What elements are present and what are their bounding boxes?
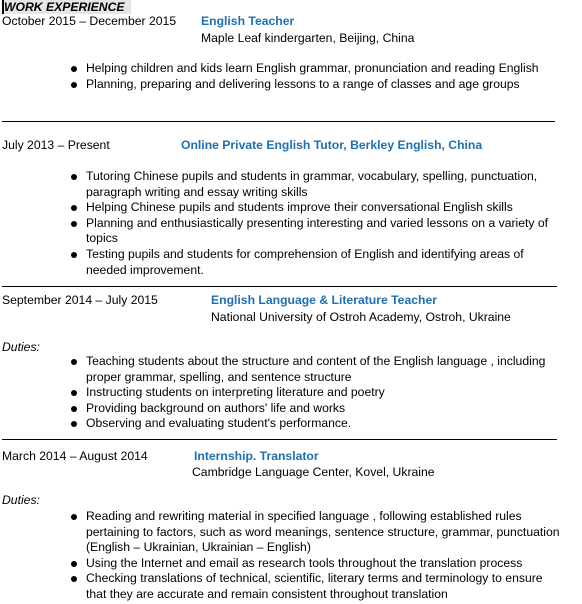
list-item: Using the Internet and email as research tools throughout the translation process [70,556,560,572]
list-item: Reading and rewriting material in specified language , following established rules pertaining to factors, such as word meanings, sentence structure, grammar, punctuation (English – Ukrainian, Ukrainian – English) [70,509,560,556]
section-divider [2,121,555,122]
section-divider [2,286,557,287]
duties-label: Duties: [2,493,40,507]
list-item: Planning, preparing and delivering lessons to a range of classes and age groups [70,77,560,93]
job-date: September 2014 – July 2015 [2,293,158,307]
job-role: Online Private English Tutor, Berkley English, China [181,138,483,152]
job-duties-list [70,509,560,603]
job-organization: National University of Ostroh Academy, Ostroh, Ukraine [211,310,511,324]
list-item: Helping Chinese pupils and students improve their conversational English skills [70,200,560,216]
list-item: Testing pupils and students for comprehension of English and identifying areas of needed improvement. [70,247,560,278]
job-role: Internship. Translator [194,449,319,463]
job-duties-list [70,354,560,432]
job-date: October 2015 – December 2015 [2,14,177,28]
list-item: Providing background on authors' life and works [70,401,560,417]
list-item: Observing and evaluating student's performance. [70,416,560,432]
list-item: Checking translations of technical, scientific, literary terms and terminology to ensure that they are accurate and remain consistent throughout translation [70,571,560,602]
job-date: July 2013 – Present [2,138,110,152]
section-title: WORK EXPERIENCE [2,0,131,14]
job-organization: Maple Leaf kindergarten, Beijing, China [201,31,415,45]
list-item: Planning and enthusiastically presenting interesting and varied lessons on a variety of topics [70,216,560,247]
job-duties-list [70,61,560,92]
duties-label: Duties: [2,340,40,354]
section-divider [2,439,557,440]
job-role: English Teacher [201,14,295,28]
list-item: Teaching students about the structure and content of the English language , including proper grammar, spelling, and sentence structure [70,354,560,385]
list-item: Instructing students on interpreting literature and poetry [70,385,560,401]
job-duties-list [70,169,560,278]
job-role: English Language & Literature Teacher [211,293,437,307]
list-item: Helping children and kids learn English grammar, pronunciation and reading English [70,61,560,77]
job-date: March 2014 – August 2014 [2,449,148,463]
job-organization: Cambridge Language Center, Kovel, Ukraine [192,465,435,479]
list-item: Tutoring Chinese pupils and students in grammar, vocabulary, spelling, punctuation, paragraph writing and essay writing skills [70,169,560,200]
